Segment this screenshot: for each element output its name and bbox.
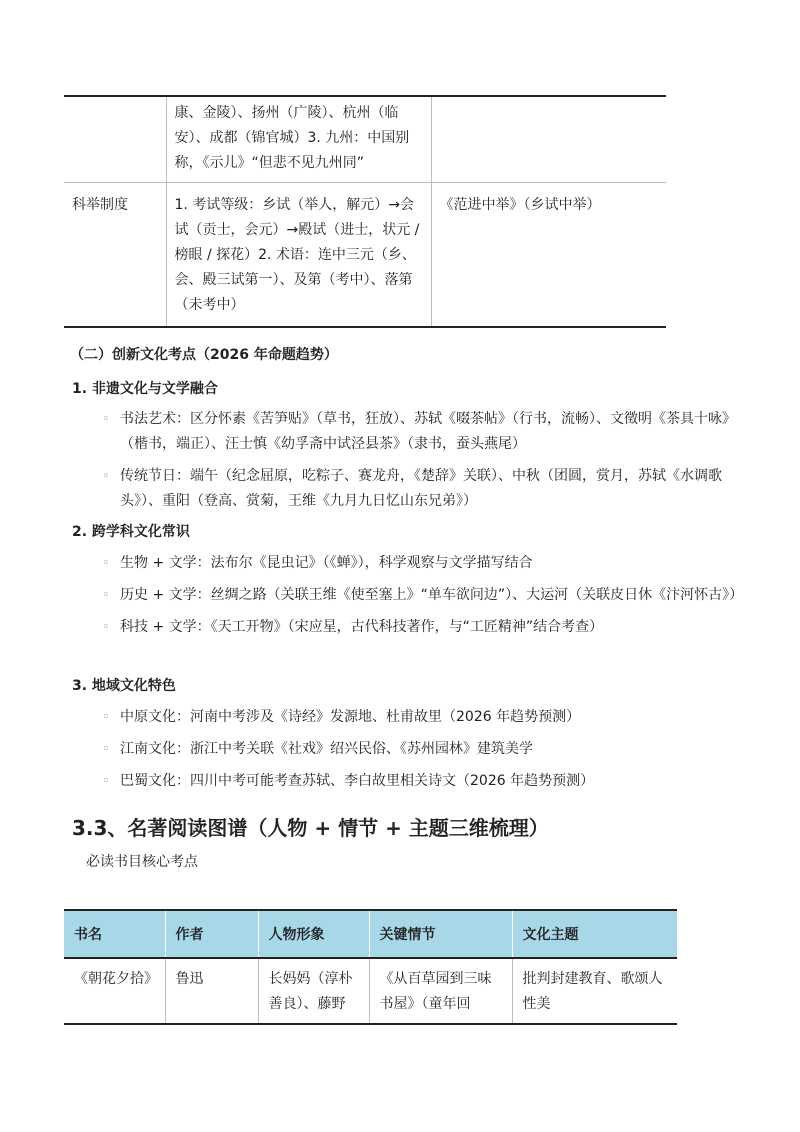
bullet-list xyxy=(102,705,742,801)
list-item xyxy=(102,769,742,794)
table-cell: 批判封建教育、歌颂人性美 xyxy=(522,971,663,1012)
list-item-text: 江南文化：浙江中考关联《社戏》绍兴民俗、《苏州园林》建筑美学 xyxy=(120,741,533,757)
list-item-text: 书法艺术：区分怀素《苦笋贴》（草书，狂放）、苏轼《啜茶帖》（行书，流畅）、文徵明《茶具十咏》（楷书，端正）、汪士慎《幼孚斋中试泾县茶》（隶书，蚕头燕尾） xyxy=(120,411,736,452)
list-item xyxy=(102,705,742,730)
bullet-icon: ◦ xyxy=(102,469,110,484)
column-header: 书名 xyxy=(64,910,165,958)
column-header: 文化主题 xyxy=(512,910,677,958)
table-cell xyxy=(64,96,166,183)
table-cell: 鲁迅 xyxy=(165,958,258,1024)
table-row xyxy=(64,96,666,183)
section-heading: 3.3、名著阅读图谱（人物 + 情节 + 主题三维梳理） xyxy=(72,816,549,840)
list-item-text: 中原文化：河南中考涉及《诗经》发源地、杜甫故里（2026 年趋势预测） xyxy=(120,709,581,725)
list-item-text: 生物 + 文学：法布尔《昆虫记》（《蝉》），科学观察与文学描写结合 xyxy=(120,555,533,571)
list-item xyxy=(102,615,742,640)
list-item xyxy=(102,583,742,608)
column-header: 人物形象 xyxy=(258,910,369,958)
list-item-text: 科技 + 文学：《天工开物》（宋应星，古代科技著作，与“工匠精神”结合考查） xyxy=(120,619,604,635)
bullet-icon: ◦ xyxy=(102,588,110,603)
culture-table xyxy=(64,95,666,328)
list-item-text: 传统节日：端午（纪念屈原，吃粽子、赛龙舟，《楚辞》关联）、中秋（团圆，赏月，苏轼《水调歌头》）、重阳（登高、赏菊，王维《九月九日忆山东兄弟》） xyxy=(120,468,722,509)
table-cell: 科举制度 xyxy=(64,183,166,328)
table-cell: 长妈妈（淳朴善良）、藤野 xyxy=(258,958,369,1024)
bullet-list xyxy=(102,551,742,647)
reading-table xyxy=(64,909,677,1025)
table-cell: 1. 考试等级：乡试（举人，解元）→会试（贡士，会元）→殿试（进士，状元 / 榜眼 / 探花）2. 术语：连中三元（乡、会、殿三试第一）、及第（考中）、落第（未考中） xyxy=(166,183,431,328)
table-cell: 《朝花夕拾》 xyxy=(64,958,165,1024)
table-header-row xyxy=(64,910,677,958)
subsection-heading: 1. 非遗文化与文学融合 xyxy=(72,381,218,397)
table-row xyxy=(64,958,677,1024)
subsection-heading: 2. 跨学科文化常识 xyxy=(72,524,190,540)
section-note: 必读书目核心考点 xyxy=(86,854,198,870)
section-title: （二）创新文化考点（2026 年命题趋势） xyxy=(70,347,338,363)
bullet-icon: ◦ xyxy=(102,742,110,757)
list-item xyxy=(102,464,742,514)
bullet-icon: ◦ xyxy=(102,620,110,635)
bullet-icon: ◦ xyxy=(102,412,110,427)
list-item-text: 巴蜀文化：四川中考可能考查苏轼、李白故里相关诗文（2026 年趋势预测） xyxy=(120,773,595,789)
list-item xyxy=(102,407,742,457)
bullet-icon: ◦ xyxy=(102,710,110,725)
list-item-text: 历史 + 文学：丝绸之路（关联王维《使至塞上》“单车欲问边”）、大运河（关联皮日休《汴河怀古》） xyxy=(120,587,744,603)
column-header: 作者 xyxy=(165,910,258,958)
bullet-icon: ◦ xyxy=(102,556,110,571)
table-row xyxy=(64,183,666,328)
list-item xyxy=(102,737,742,762)
table-cell: 《范进中举》（乡试中举） xyxy=(431,183,666,328)
table-cell: 《从百草园到三味书屋》（童年回 xyxy=(369,958,512,1024)
bullet-icon: ◦ xyxy=(102,774,110,789)
subsection-heading: 3. 地域文化特色 xyxy=(72,678,176,694)
table-cell xyxy=(431,96,666,183)
bullet-list xyxy=(102,407,742,521)
table-cell: 康、金陵）、扬州（广陵）、杭州（临安）、成都（锦官城）3. 九州：中国别称，《示儿》“但悲不见九州同” xyxy=(166,96,431,183)
column-header: 关键情节 xyxy=(369,910,512,958)
list-item xyxy=(102,551,742,576)
